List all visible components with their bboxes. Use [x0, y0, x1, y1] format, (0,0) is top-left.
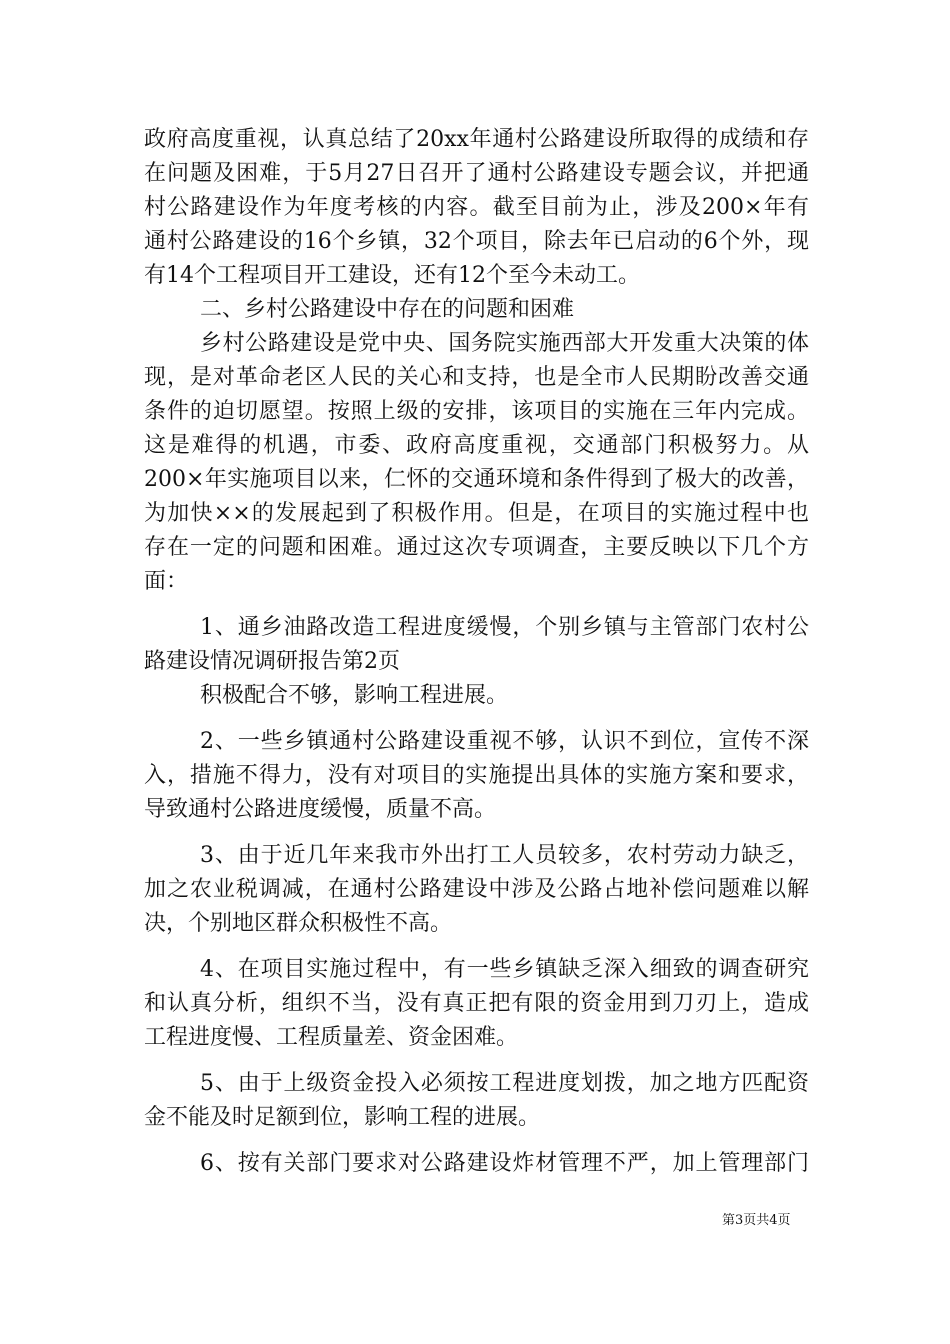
text-line: 有14个工程项目开工建设，还有12个至今未动工。: [144, 263, 640, 288]
text-line: 工程进度慢、工程质量差、资金困难。: [144, 1025, 519, 1050]
text-line: 决，个别地区群众积极性不高。: [144, 911, 453, 936]
text-line: 金不能及时足额到位，影响工程的进展。: [144, 1105, 541, 1130]
text-line: 入，措施不得力，没有对项目的实施提出具体的实施方案和要求，: [144, 763, 809, 788]
text-line: 乡村公路建设是党中央、国务院实施西部大开发重大决策的体: [200, 331, 809, 356]
text-line: 5、由于上级资金投入必须按工程进度划拨，加之地方匹配资: [200, 1071, 809, 1096]
text-line: 3、由于近几年来我市外出打工人员较多，农村劳动力缺乏，: [200, 843, 809, 868]
text-line: 这是难得的机遇，市委、政府高度重视，交通部门积极努力。从: [144, 433, 809, 458]
text-line: 在问题及困难，于5月27日召开了通村公路建设专题会议，并把通: [144, 161, 809, 186]
text-line: 条件的迫切愿望。按照上级的安排，该项目的实施在三年内完成。: [144, 399, 809, 424]
text-line: 加之农业税调减，在通村公路建设中涉及公路占地补偿问题难以解: [144, 877, 809, 902]
text-line: 现，是对革命老区人民的关心和支持，也是全市人民期盼改善交通: [144, 365, 809, 390]
text-line: 面：: [144, 569, 189, 594]
text-line: 为加快××的发展起到了积极作用。但是，在项目的实施过程中也: [144, 501, 809, 526]
text-line: 村公路建设作为年度考核的内容。截至目前为止，涉及200×年有: [144, 195, 809, 220]
text-line: 存在一定的问题和困难。通过这次专项调查，主要反映以下几个方: [144, 535, 809, 560]
text-line: 和认真分析，组织不当，没有真正把有限的资金用到刀刃上，造成: [144, 991, 809, 1016]
text-line: 200×年实施项目以来，仁怀的交通环境和条件得到了极大的改善，: [144, 467, 809, 492]
text-line: 政府高度重视，认真总结了20xx年通村公路建设所取得的成绩和存: [144, 127, 809, 152]
text-line: 2、一些乡镇通村公路建设重视不够，认识不到位，宣传不深: [200, 729, 809, 754]
text-line: 导致通村公路进度缓慢，质量不高。: [144, 797, 497, 822]
text-line: 积极配合不够，影响工程进展。: [200, 683, 509, 708]
text-line: 4、在项目实施过程中，有一些乡镇缺乏深入细致的调查研究: [200, 957, 809, 982]
text-line: 通村公路建设的16个乡镇，32个项目，除去年已启动的6个外，现: [144, 229, 809, 254]
text-line: 1、通乡油路改造工程进度缓慢，个别乡镇与主管部门农村公: [200, 615, 809, 640]
page-number: 第3页共4页: [722, 1213, 791, 1228]
section-heading: 二、乡村公路建设中存在的问题和困难: [200, 297, 575, 322]
text-line: 路建设情况调研报告第2页: [144, 649, 400, 674]
text-line: 6、按有关部门要求对公路建设炸材管理不严，加上管理部门: [200, 1151, 809, 1176]
